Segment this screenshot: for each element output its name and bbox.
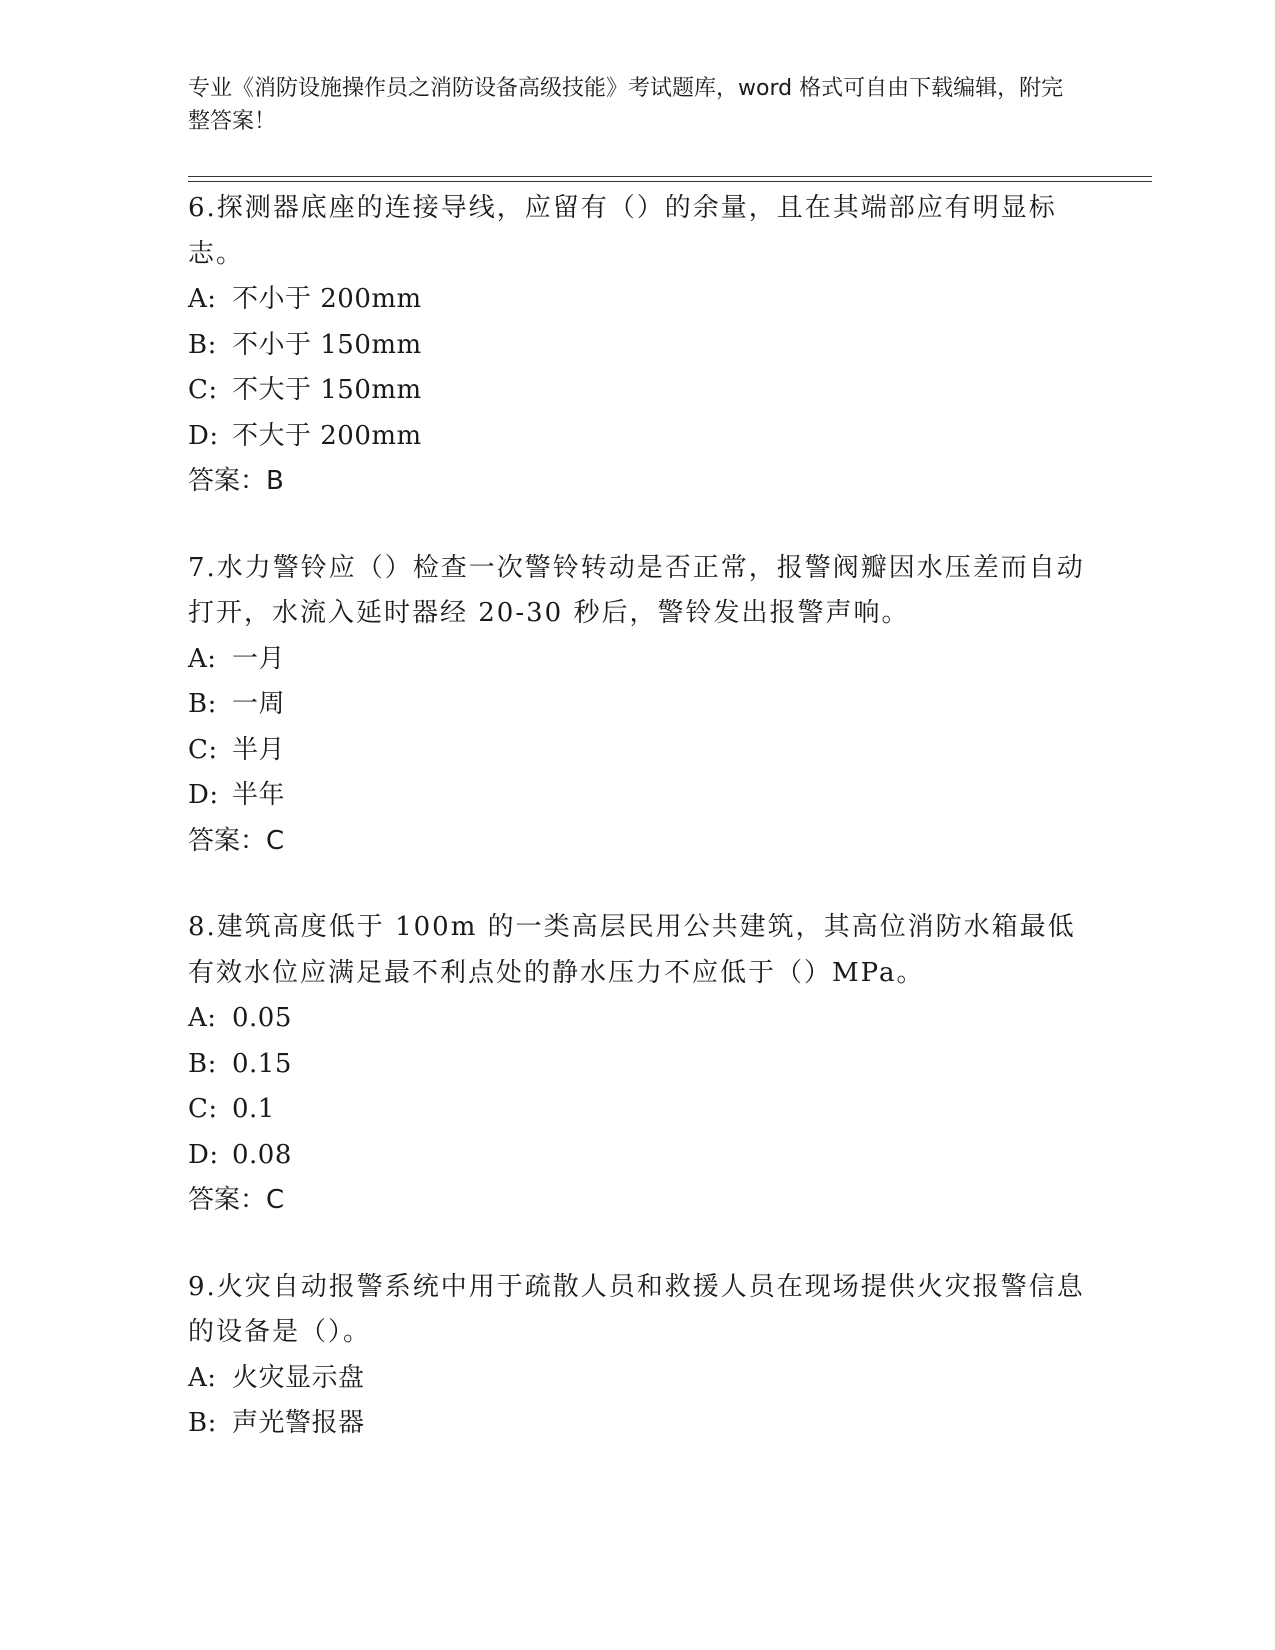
option-letter: B: [188,1408,217,1438]
option-text: 不大于 150mm [232,375,422,405]
option-b [188,682,1088,728]
option-a [188,637,1088,683]
question-list [188,186,1088,1488]
option-letter: A: [188,284,217,314]
answer-text: 答案：C [188,1185,285,1215]
option-letter: C: [188,734,218,765]
option-text: 0.15 [232,1048,292,1079]
option-d [188,773,1088,819]
option-c [188,1087,1088,1133]
option-letter: B: [188,689,217,719]
option-d [188,1133,1088,1179]
answer-text: 答案：B [188,466,284,496]
option-text: 不小于 150mm [232,329,422,360]
option-letter: A: [188,643,217,674]
question-9 [188,1265,1088,1447]
option-text: 不小于 200mm [232,284,422,314]
question-8 [188,905,1088,1224]
option-b [188,1401,1088,1447]
question-6 [188,186,1088,505]
question-stem: 9.火灾自动报警系统中用于疏散人员和救援人员在现场提供火灾报警信息的设备是（）。 [188,1271,1085,1347]
answer-text: 答案：C [188,825,285,856]
option-b [188,323,1088,369]
option-b [188,1042,1088,1088]
option-c [188,728,1088,774]
option-text: 火灾显示盘 [232,1362,365,1393]
option-text: 半年 [232,780,286,810]
question-stem: 8.建筑高度低于 100m 的一类高层民用公共建筑，其高位消防水箱最低有效水位应满足最不利点处的静水压力不应低于（）MPa。 [188,912,1076,988]
question-stem: 6.探测器底座的连接导线，应留有（）的余量，且在其端部应有明显标志。 [188,193,1057,269]
option-text: 不大于 200mm [232,420,422,451]
option-text: 一月 [232,643,286,674]
option-letter: C: [188,375,218,405]
option-a [188,277,1088,323]
option-text: 0.08 [232,1139,292,1170]
header-divider-top [188,176,1152,177]
option-a [188,1356,1088,1402]
option-letter: B: [188,329,217,360]
option-letter: D: [188,1139,219,1170]
header-text: 专业《消防设施操作员之消防设备高级技能》考试题库，word 格式可自由下载编辑，附完整答案！ [188,76,1064,134]
option-letter: B: [188,1048,217,1079]
option-letter: C: [188,1094,218,1124]
question-stem: 7.水力警铃应（）检查一次警铃转动是否正常，报警阀瓣因水压差而自动打开，水流入延时器经 20-30 秒后，警铃发出报警声响。 [188,552,1085,628]
header-divider-bottom [188,181,1152,182]
document-header [188,72,1068,138]
option-letter: D: [188,780,219,810]
option-letter: D: [188,420,219,451]
option-a [188,996,1088,1042]
option-text: 一周 [232,689,286,719]
option-letter: A: [188,1362,217,1393]
option-text: 0.1 [232,1094,275,1124]
option-text: 0.05 [232,1003,292,1033]
question-7 [188,546,1088,865]
option-c [188,368,1088,414]
option-text: 声光警报器 [232,1408,365,1438]
option-d [188,414,1088,460]
option-letter: A: [188,1003,217,1033]
option-text: 半月 [232,734,286,765]
